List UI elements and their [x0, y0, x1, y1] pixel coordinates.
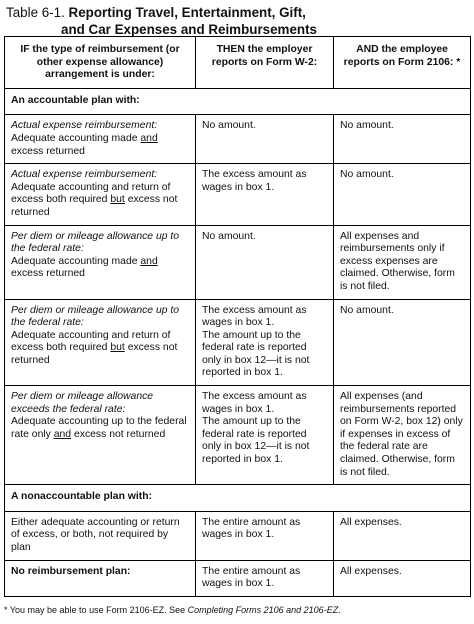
table-row — [5, 164, 471, 225]
condition-text: excess returned — [11, 268, 85, 280]
table-row — [5, 225, 471, 299]
condition-cell: No reimbursement plan: — [5, 560, 196, 596]
form2106-cell: All expenses (and reimbursements reported on Form W-2, box 12) only if expenses in excess of the federal rate are claimed. Otherwise, form is not filed. — [334, 386, 471, 485]
form2106-cell: All expenses. — [334, 511, 471, 560]
header-then: THEN the employer reports on Form W-2: — [196, 37, 334, 89]
header-and: AND the employee reports on Form 2106: * — [334, 37, 471, 89]
footnote-text: . — [338, 605, 341, 615]
form2106-cell: All expenses and reimbursements only if excess expenses are claimed. Otherwise, form is not filed. — [334, 225, 471, 299]
w2-cell: The excess amount as wages in box 1. — [196, 164, 334, 225]
condition-type: Per diem or mileage allowance up to the federal rate: — [11, 304, 180, 329]
table-row — [5, 386, 471, 485]
condition-cell — [5, 164, 196, 225]
footnote-text: * You may be able to use Form 2106-EZ. See — [4, 605, 188, 615]
section-accountable-label: An accountable plan with: — [5, 88, 471, 115]
reimbursement-table — [4, 36, 471, 597]
condition-type: Per diem or mileage allowance exceeds the federal rate: — [11, 391, 154, 415]
condition-text: Adequate accounting made — [11, 132, 141, 144]
condition-type: Actual expense reimbursement: — [11, 169, 158, 181]
w2-text: The amount up to the federal rate is reported only in box 12—it is not reported in box 1. — [202, 329, 310, 379]
w2-cell — [196, 386, 334, 485]
condition-cell — [5, 115, 196, 164]
table-title — [6, 4, 466, 38]
w2-cell: No amount. — [196, 115, 334, 164]
header-row — [5, 37, 471, 89]
table-title-line2: and Car Expenses and Reimbursements — [61, 22, 317, 37]
condition-cell: Either adequate accounting or return of excess, or both, not required by plan — [5, 511, 196, 560]
condition-emphasis: and — [140, 132, 158, 144]
condition-emphasis: but — [110, 194, 125, 206]
w2-cell — [196, 299, 334, 386]
condition-emphasis: but — [110, 342, 125, 354]
w2-cell: The entire amount as wages in box 1. — [196, 560, 334, 596]
form2106-cell: No amount. — [334, 115, 471, 164]
condition-text: excess not returned — [11, 342, 178, 366]
condition-type: Per diem or mileage allowance up to the federal rate: — [11, 230, 180, 255]
condition-cell — [5, 299, 196, 386]
condition-text: excess not returned — [71, 428, 166, 440]
table-row — [5, 299, 471, 386]
w2-text: The amount up to the federal rate is reported only in box 12—it is not reported in box 1. — [202, 416, 310, 466]
condition-text: Adequate accounting and return of excess both required — [11, 329, 171, 354]
table-row — [5, 511, 471, 560]
footnote — [4, 605, 470, 615]
condition-text: Adequate accounting made — [11, 255, 141, 267]
form2106-cell: All expenses. — [334, 560, 471, 596]
condition-text: excess not returned — [11, 194, 178, 218]
table-row — [5, 115, 471, 164]
form2106-cell: No amount. — [334, 299, 471, 386]
footnote-reference: Completing Forms 2106 and 2106-EZ — [187, 605, 339, 615]
condition-type: Actual expense reimbursement: — [11, 120, 158, 132]
w2-cell: No amount. — [196, 225, 334, 299]
header-if: IF the type of reimbursement (or other expense allowance) arrangement is under: — [5, 37, 196, 89]
section-row-accountable — [5, 88, 471, 115]
section-row-nonaccountable — [5, 485, 471, 512]
w2-text: The excess amount as wages in box 1. — [202, 391, 307, 415]
table-row — [5, 560, 471, 596]
form2106-cell: No amount. — [334, 164, 471, 225]
condition-cell — [5, 386, 196, 485]
condition-emphasis: and — [140, 255, 158, 267]
condition-text: Adequate accounting and return of excess both required — [11, 181, 171, 206]
condition-text: Adequate accounting up to the federal rate only — [11, 416, 187, 440]
condition-text: excess returned — [11, 145, 85, 157]
w2-text: The excess amount as wages in box 1. — [202, 304, 307, 329]
w2-cell: The entire amount as wages in box 1. — [196, 511, 334, 560]
condition-emphasis: and — [53, 428, 72, 440]
section-nonaccountable-label: A nonaccountable plan with: — [5, 485, 471, 512]
table-title-line1: Reporting Travel, Entertainment, Gift, — [68, 5, 306, 20]
condition-cell — [5, 225, 196, 299]
table-number: Table 6-1. — [6, 5, 65, 20]
